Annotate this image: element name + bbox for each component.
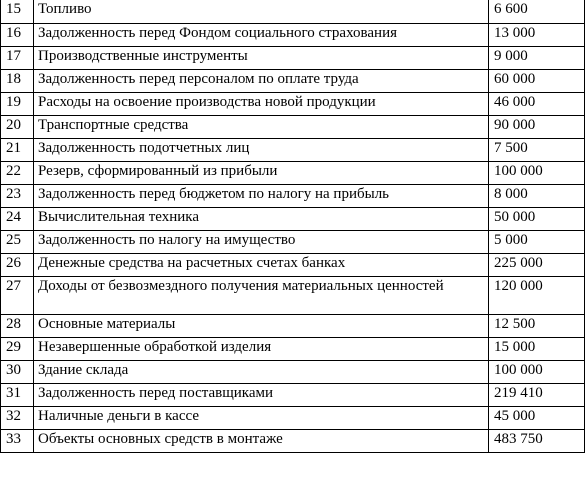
row-description: Незавершенные обработкой изделия xyxy=(34,337,489,360)
row-description: Наличные деньги в кассе xyxy=(34,406,489,429)
table-row xyxy=(1,406,585,429)
row-amount: 100 000 xyxy=(489,161,585,184)
row-description: Вычислительная техника xyxy=(34,207,489,230)
row-number: 31 xyxy=(1,383,34,406)
table-row xyxy=(1,276,585,314)
table-row xyxy=(1,383,585,406)
row-description: Задолженность перед Фондом социального страхования xyxy=(34,23,489,46)
row-amount: 8 000 xyxy=(489,184,585,207)
row-amount: 12 500 xyxy=(489,314,585,337)
row-description: Задолженность перед бюджетом по налогу на прибыль xyxy=(34,184,489,207)
row-number: 20 xyxy=(1,115,34,138)
row-amount: 60 000 xyxy=(489,69,585,92)
row-description: Производственные инструменты xyxy=(34,46,489,69)
row-description: Транспортные средства xyxy=(34,115,489,138)
row-amount: 46 000 xyxy=(489,92,585,115)
row-number: 17 xyxy=(1,46,34,69)
row-amount: 483 750 xyxy=(489,429,585,452)
row-number: 15 xyxy=(1,0,34,23)
row-description: Денежные средства на расчетных счетах банках xyxy=(34,253,489,276)
row-description: Резерв, сформированный из прибыли xyxy=(34,161,489,184)
table-row xyxy=(1,230,585,253)
row-description: Здание склада xyxy=(34,360,489,383)
row-number: 22 xyxy=(1,161,34,184)
row-number: 16 xyxy=(1,23,34,46)
table-row xyxy=(1,69,585,92)
table-row xyxy=(1,337,585,360)
row-amount: 50 000 xyxy=(489,207,585,230)
row-number: 32 xyxy=(1,406,34,429)
row-amount: 90 000 xyxy=(489,115,585,138)
table-row xyxy=(1,429,585,452)
row-number: 27 xyxy=(1,276,34,314)
row-amount: 100 000 xyxy=(489,360,585,383)
row-amount: 9 000 xyxy=(489,46,585,69)
row-amount: 219 410 xyxy=(489,383,585,406)
row-number: 24 xyxy=(1,207,34,230)
row-number: 25 xyxy=(1,230,34,253)
row-number: 30 xyxy=(1,360,34,383)
table-row xyxy=(1,92,585,115)
row-amount: 13 000 xyxy=(489,23,585,46)
table-row xyxy=(1,0,585,23)
row-number: 26 xyxy=(1,253,34,276)
row-description: Задолженность по налогу на имущество xyxy=(34,230,489,253)
row-description: Задолженность перед поставщиками xyxy=(34,383,489,406)
table-row xyxy=(1,207,585,230)
table-row xyxy=(1,253,585,276)
row-amount: 120 000 xyxy=(489,276,585,314)
table-row xyxy=(1,23,585,46)
row-description: Расходы на освоение производства новой продукции xyxy=(34,92,489,115)
table-row xyxy=(1,360,585,383)
row-amount: 225 000 xyxy=(489,253,585,276)
row-number: 21 xyxy=(1,138,34,161)
row-number: 28 xyxy=(1,314,34,337)
row-number: 29 xyxy=(1,337,34,360)
row-description: Задолженность подотчетных лиц xyxy=(34,138,489,161)
row-number: 23 xyxy=(1,184,34,207)
table-row xyxy=(1,115,585,138)
row-description: Задолженность перед персоналом по оплате труда xyxy=(34,69,489,92)
table-row xyxy=(1,184,585,207)
table-row xyxy=(1,138,585,161)
row-number: 19 xyxy=(1,92,34,115)
row-number: 18 xyxy=(1,69,34,92)
row-amount: 15 000 xyxy=(489,337,585,360)
table-row xyxy=(1,46,585,69)
row-description: Доходы от безвозмездного получения материальных ценностей xyxy=(34,276,489,314)
row-description: Топливо xyxy=(34,0,489,23)
row-description: Основные материалы xyxy=(34,314,489,337)
row-description: Объекты основных средств в монтаже xyxy=(34,429,489,452)
row-amount: 45 000 xyxy=(489,406,585,429)
row-amount: 5 000 xyxy=(489,230,585,253)
row-amount: 6 600 xyxy=(489,0,585,23)
row-amount: 7 500 xyxy=(489,138,585,161)
table-row xyxy=(1,161,585,184)
table-row xyxy=(1,314,585,337)
row-number: 33 xyxy=(1,429,34,452)
